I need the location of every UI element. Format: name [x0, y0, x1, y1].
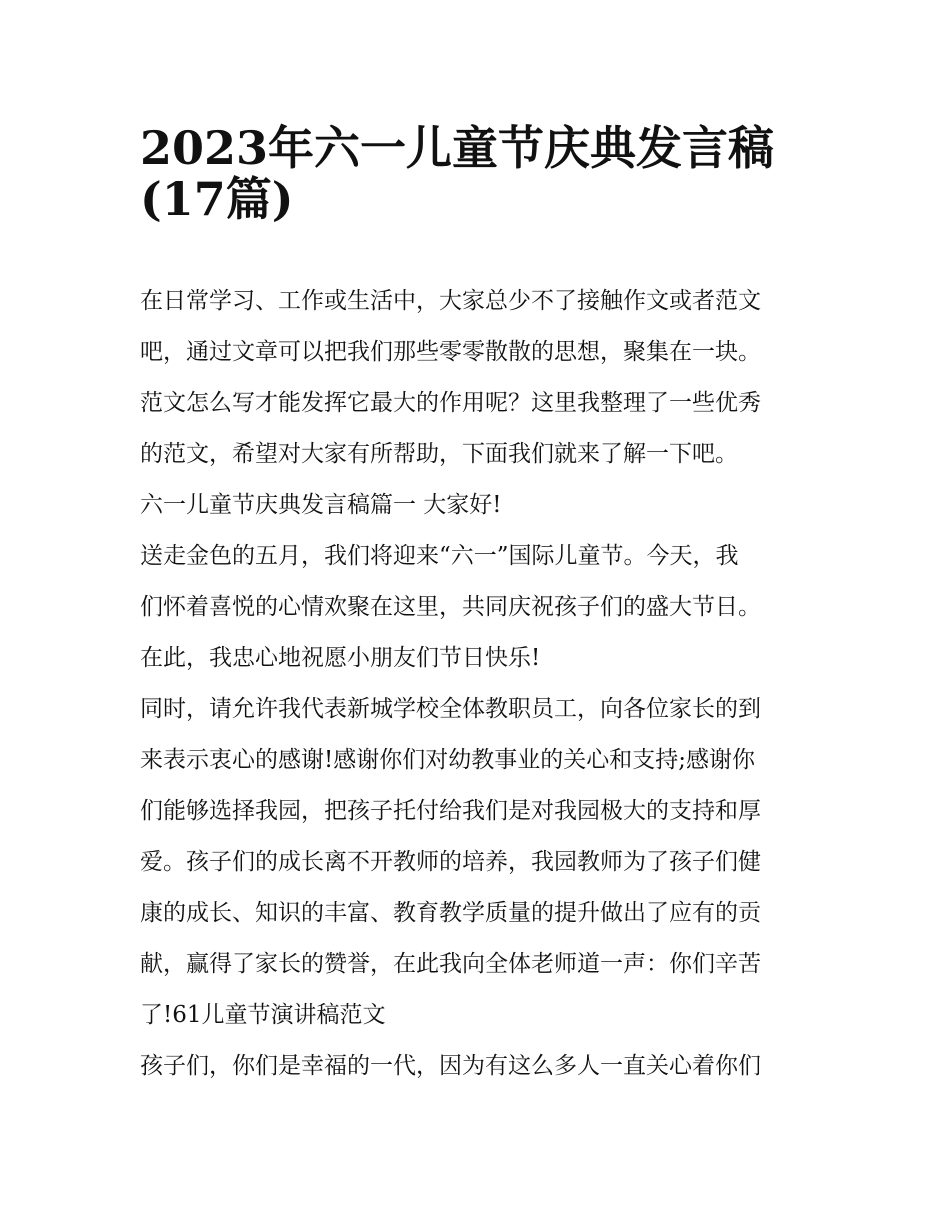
body-line: 送走金色的五月，我们将迎来“六一”国际儿童节。今天，我 [140, 543, 739, 569]
body-line: 们怀着喜悦的心情欢聚在这里，共同庆祝孩子们的盛大节日。 [140, 594, 761, 620]
body-line: 的范文，希望对大家有所帮助，下面我们就来了解一下吧。 [140, 441, 738, 467]
document-title [140, 112, 820, 226]
body-line: 爱。孩子们的成长离不开教师的培养，我园教师为了孩子们健 [140, 849, 761, 875]
title-line: 2023年六一儿童节庆典发言稿 [140, 121, 775, 175]
body-line: 同时，请允许我代表新城学校全体教职员工，向各位家长的到 [140, 696, 761, 722]
body-line: 范文怎么写才能发挥它最大的作用呢？这里我整理了一些优秀 [140, 390, 761, 416]
body-line: 吧，通过文章可以把我们那些零零散散的思想，聚集在一块。 [140, 339, 761, 365]
body-line: 在此，我忠心地祝愿小朋友们节日快乐! [140, 645, 541, 671]
body-line: 来表示衷心的感谢!感谢你们对幼教事业的关心和支持;感谢你 [140, 747, 755, 773]
body-line: 献，赢得了家长的赞誉，在此我向全体老师道一声：你们辛苦 [140, 951, 761, 977]
section-heading: 六一儿童节庆典发言稿篇一 大家好! [140, 492, 502, 518]
document-body [140, 276, 820, 1092]
body-line: 在日常学习、工作或生活中，大家总少不了接触作文或者范文 [140, 288, 761, 314]
body-line: 们能够选择我园，把孩子托付给我们是对我园极大的支持和厚 [140, 798, 761, 824]
title-line: (17篇) [140, 172, 294, 226]
body-line: 康的成长、知识的丰富、教育教学质量的提升做出了应有的贡 [140, 900, 761, 926]
body-line: 了!61儿童节演讲稿范文 [140, 1002, 386, 1028]
body-line: 孩子们，你们是幸福的一代，因为有这么多人一直关心着你们 [140, 1053, 761, 1079]
